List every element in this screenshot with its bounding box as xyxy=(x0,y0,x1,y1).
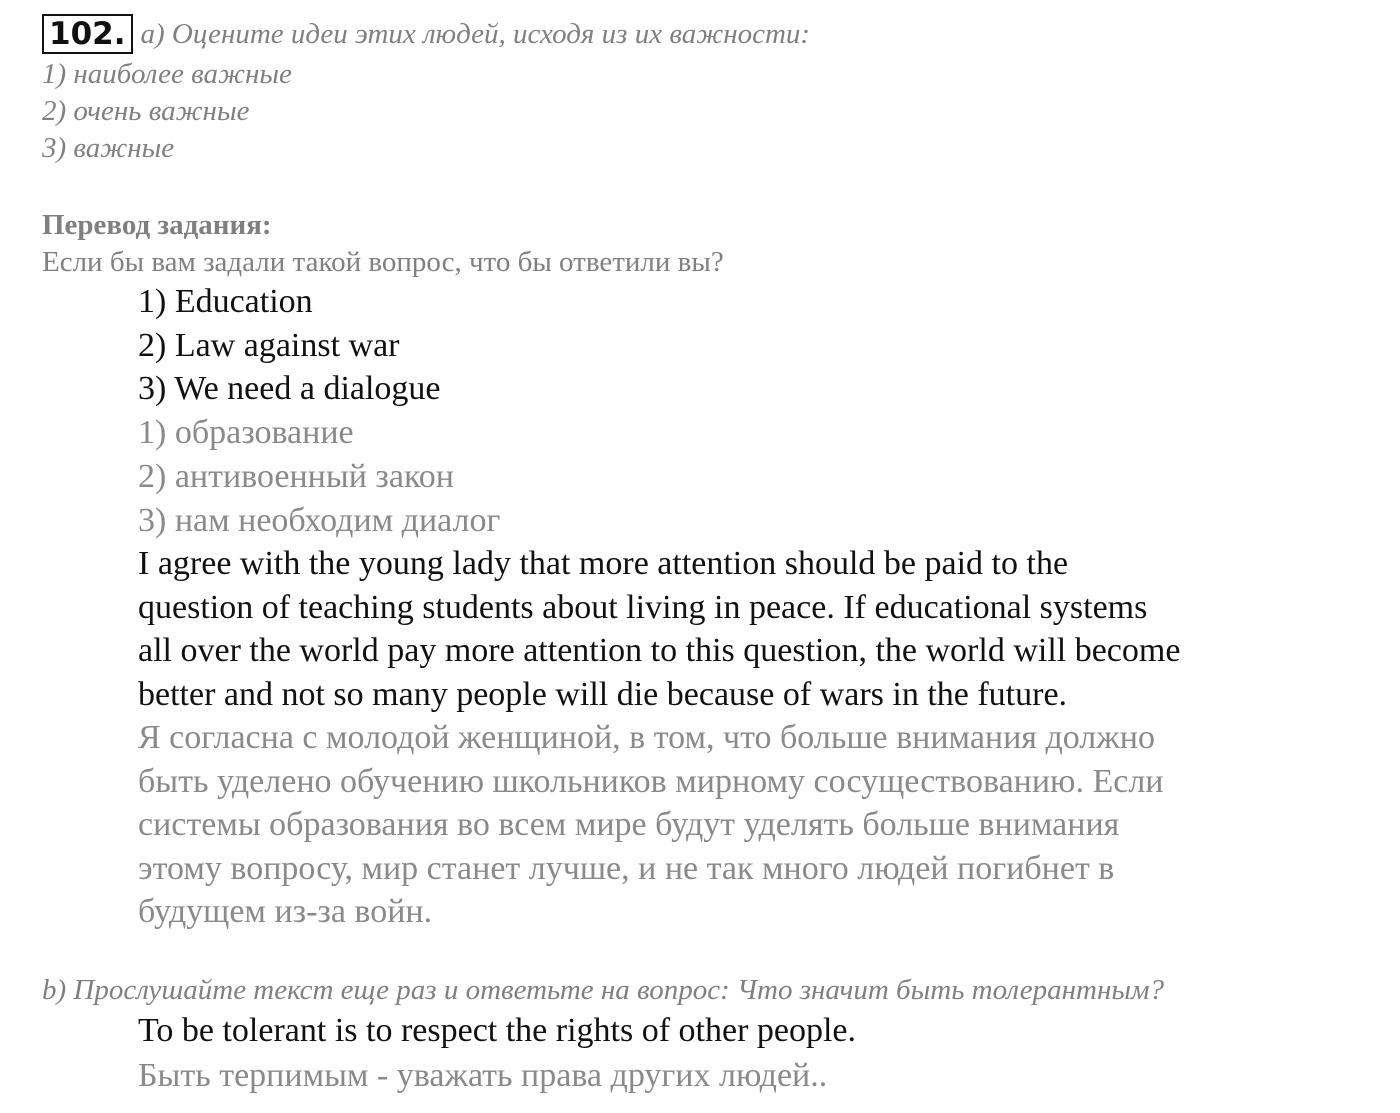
answer-en-item: 2) Law against war xyxy=(138,327,400,364)
rank-item: 3) важные xyxy=(42,132,175,164)
paragraph-ru xyxy=(138,716,1388,934)
paragraph-ru-line: Я согласна с молодой женщиной, в том, что больше внимания должно xyxy=(138,719,1155,756)
translation-heading: Перевод задания: xyxy=(42,209,272,241)
translation-text: Если бы вам задали такой вопрос, что бы ответили вы? xyxy=(42,246,724,278)
part-b-question: b) Прослушайте текст еще раз и ответьте на вопрос: Что значит быть толерантным? xyxy=(42,974,1164,1006)
paragraph-ru-line: системы образования во всем мире будут уделять больше внимания xyxy=(138,806,1120,844)
paragraph-ru-line: будущем из-за войн. xyxy=(138,893,433,931)
rank-item: 1) наиболее важные xyxy=(42,58,292,90)
task-instruction: a) Оцените идеи этих людей, исходя из их важности: xyxy=(140,17,811,50)
task-number: 102. xyxy=(42,14,133,54)
paragraph-en-line: I agree with the young lady that more attention should be paid to the xyxy=(138,545,1069,582)
paragraph-en-line: better and not so many people will die because of wars in the future. xyxy=(138,675,1068,713)
part-b-answer-ru: Быть терпимым - уважать права других людей.. xyxy=(138,1057,828,1094)
paragraph-en-line: question of teaching students about living in peace. If educational systems xyxy=(138,588,1148,626)
paragraph-en-line: all over the world pay more attention to this question, the world will become xyxy=(138,632,1181,670)
answer-ru-item: 1) образование xyxy=(138,414,354,451)
answer-en-item: 1) Education xyxy=(138,283,313,320)
answer-ru-item: 3) нам необходим диалог xyxy=(138,502,501,539)
answer-en-item: 3) We need a dialogue xyxy=(138,370,441,407)
task-header xyxy=(42,12,810,56)
answer-ru-item: 2) антивоенный закон xyxy=(138,458,454,495)
part-b-answer-en: To be tolerant is to respect the rights of other people. xyxy=(138,1012,857,1049)
paragraph-ru-line: быть уделено обучению школьников мирному сосуществованию. Если xyxy=(138,762,1164,800)
paragraph-ru-line: этому вопросу, мир станет лучше, и не так много людей погибнет в xyxy=(138,849,1115,887)
rank-item: 2) очень важные xyxy=(42,95,250,127)
paragraph-en xyxy=(138,542,1388,716)
